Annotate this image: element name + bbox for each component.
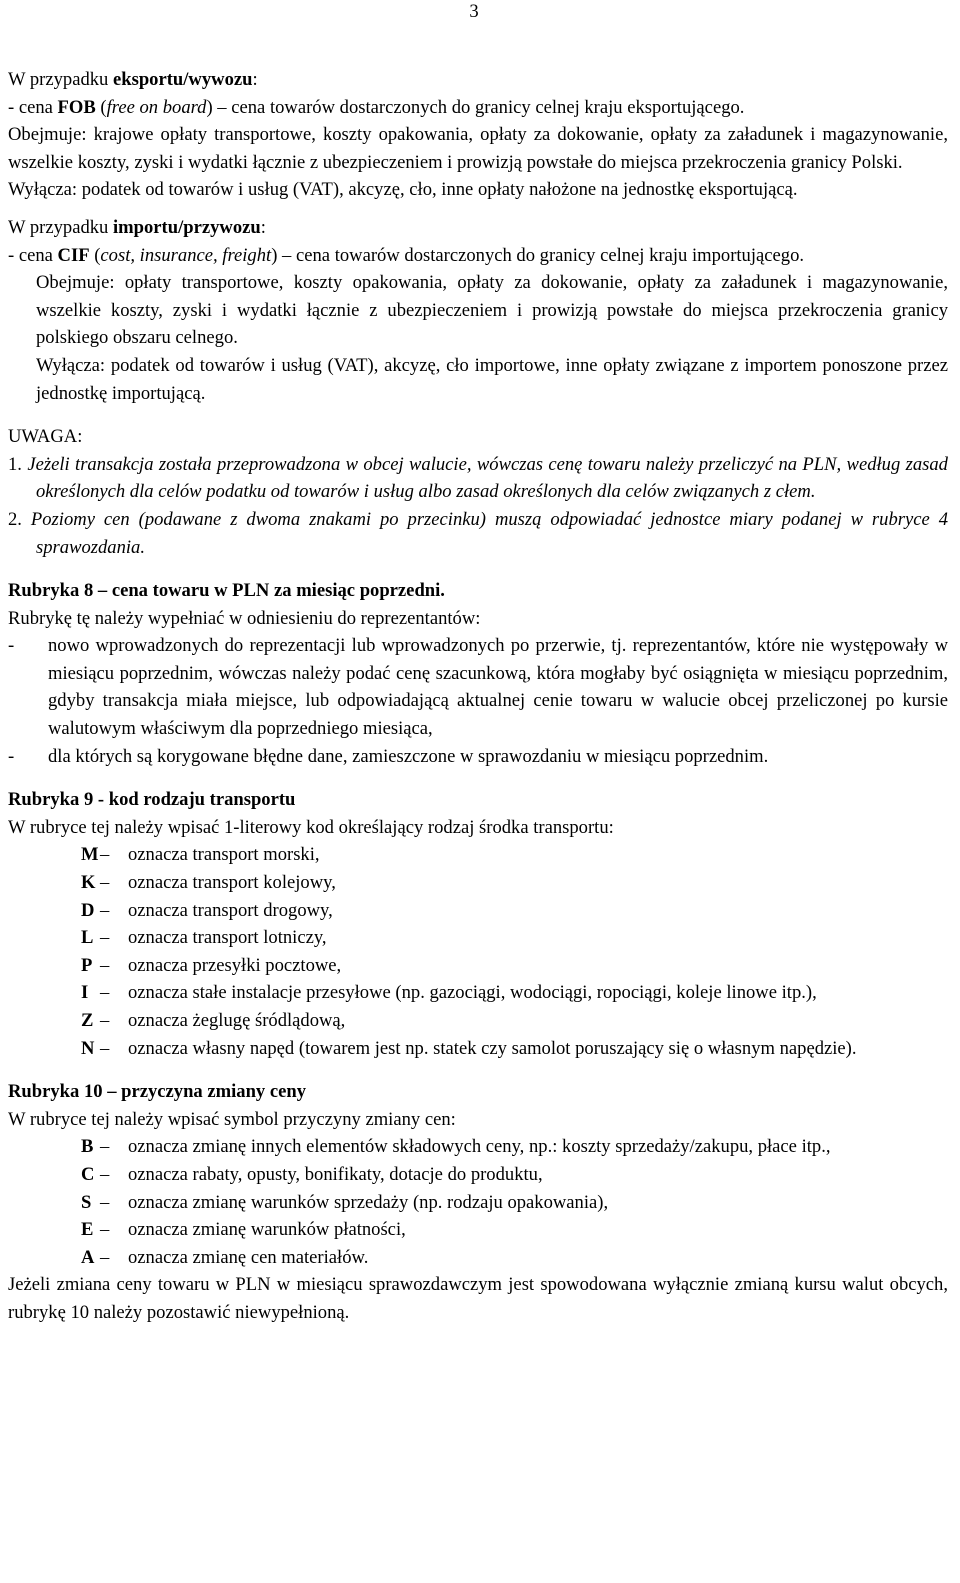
export-excludes: Wyłącza: podatek od towarów i usług (VAT), akcyzę, cło, inne opłaty nałożone na jednostkę eksportującą. (8, 179, 798, 201)
r9-code-item: M – oznacza transport morski, (81, 844, 320, 866)
r10-code-list (8, 1133, 948, 1271)
r10-code-item: B – oznacza zmianę innych elementów składowych ceny, np.: koszty sprzedaży/zakupu, płace itp., (81, 1136, 831, 1158)
note-item-1: 1. Jeżeli transakcja została przeprowadzona w obcej walucie, wówczas cenę towaru należy przeliczyć na PLN, według zasad określonych dla celów podatku od towarów i usług albo zasad określonych dla celów związanych z cłem. (8, 453, 948, 503)
r9-code-item: K – oznacza transport kolejowy, (81, 872, 336, 894)
export-fob-line: - cena FOB (free on board) – cena towarów dostarczonych do granicy celnej kraju eksportującego. (8, 96, 745, 118)
r9-code-item: P – oznacza przesyłki pocztowe, (81, 954, 342, 976)
r10-intro: W rubryce tej należy wpisać symbol przyczyny zmiany cen: (8, 1108, 456, 1130)
page-number: 3 (469, 1, 479, 22)
note-heading: UWAGA: (8, 426, 83, 448)
r9-code-item: I – oznacza stałe instalacje przesyłowe (np. gazociągi, wodociągi, ropociągi, koleje linowe itp.), (81, 982, 817, 1004)
r9-code-item: Z – oznacza żeglugę śródlądową, (81, 1010, 346, 1031)
r10-code-item: E – oznacza zmianę warunków płatności, (81, 1219, 406, 1241)
r9-code-item: N – oznacza własny napęd (towarem jest np. statek czy samolot poruszający się o własnym napędzie). (81, 1037, 857, 1059)
import-excludes: Wyłącza: podatek od towarów i usług (VAT), akcyzę, cło importowe, inne opłaty związane z importem ponoszone przez jednostkę importującą. (36, 354, 948, 404)
export-intro: W przypadku eksportu/wywozu: (8, 69, 258, 90)
r9-intro: W rubryce tej należy wpisać 1-literowy kod określający rodzaj środka transportu: (8, 816, 614, 838)
r9-heading: Rubryka 9 - kod rodzaju transportu (8, 789, 296, 811)
r10-closing: Jeżeli zmiana ceny towaru w PLN w miesiącu sprawozdawczym jest spowodowana wyłącznie zmianą kursu walut obcych, rubrykę 10 należy pozostawić niewypełnioną. (8, 1274, 948, 1323)
import-includes: Obejmuje: opłaty transportowe, koszty opakowania, opłaty za dokowanie, opłaty za załadunek i magazynowanie, wszelkie koszty, zyski i wydatki łącznie z ubezpieczeniem i prowizją powstałe do miejsca przekroczenia granicy polskiego obszaru celnego. (36, 272, 948, 349)
import-intro: W przypadku importu/przywozu: (8, 216, 266, 238)
r9-code-item: D – oznacza transport drogowy, (81, 899, 333, 921)
r10-heading: Rubryka 10 – przyczyna zmiany ceny (8, 1081, 306, 1103)
r8-intro: Rubrykę tę należy wypełniać w odniesieniu do reprezentantów: (8, 607, 481, 629)
r8-item-2: - dla których są korygowane błędne dane, zamieszczone w sprawozdaniu w miesiącu poprzednim. (8, 745, 769, 767)
export-includes: Obejmuje: krajowe opłaty transportowe, koszty opakowania, opłaty za dokowanie, opłaty za załadunek i magazynowanie, wszelkie koszty, zyski i wydatki łącznie z ubezpieczeniem i prowizją powstałe do miejsca przekroczenia granicy Polski. (8, 124, 948, 173)
r10-code-item: S – oznacza zmianę warunków sprzedaży (np. rodzaju opakowania), (81, 1191, 609, 1213)
r9-code-list (8, 841, 948, 1062)
r8-item-1: - nowo wprowadzonych do reprezentacji lub wprowadzonych po przerwie, tj. reprezentantów, które nie występowały w miesiącu poprzednim, wówczas należy podać cenę szacunkową, która mogłaby być osiągnięta w miesiącu poprzednim, gdyby transakcja miała miejsce, lub odpowiadającą aktualnej cenie towaru w walucie obcej przeliczonej po kursie walutowym właściwym dla poprzedniego miesiąca, (8, 635, 948, 740)
document-page (8, 0, 948, 1327)
r10-code-item: A – oznacza zmianę cen materiałów. (81, 1246, 369, 1268)
r8-heading: Rubryka 8 – cena towaru w PLN za miesiąc poprzedni. (8, 580, 445, 602)
r9-code-item: L – oznacza transport lotniczy, (81, 927, 327, 949)
import-cif-line: - cena CIF (cost, insurance, freight) – cena towarów dostarczonych do granicy celnej kraju importującego. (8, 244, 805, 266)
note-item-2: 2. Poziomy cen (podawane z dwoma znakami po przecinku) muszą odpowiadać jednostce miary podanej w rubryce 4 sprawozdania. (8, 508, 948, 558)
r10-code-item: C – oznacza rabaty, opusty, bonifikaty, dotacje do produktu, (81, 1163, 543, 1185)
